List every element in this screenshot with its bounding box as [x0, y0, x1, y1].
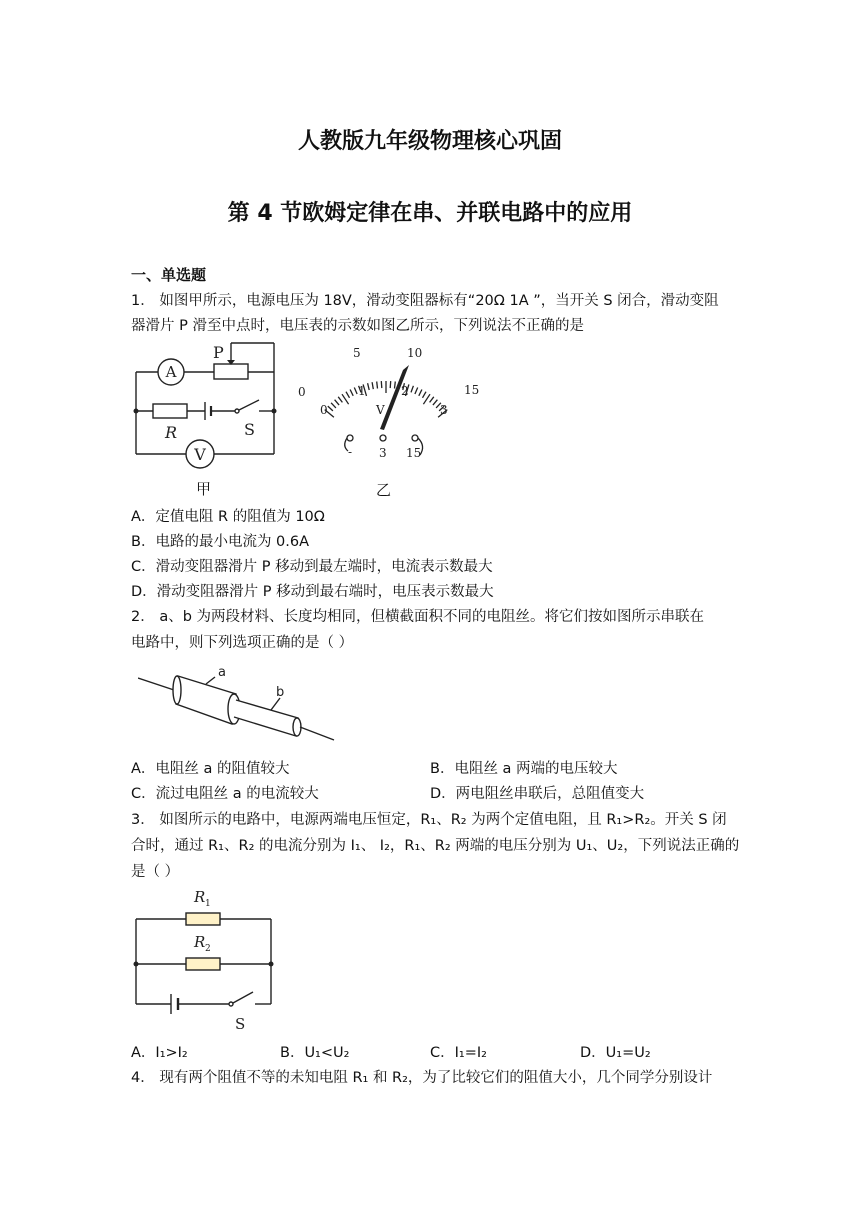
svg-text:b: b	[276, 685, 285, 700]
dial-tick	[350, 390, 353, 396]
svg-text:P: P	[213, 343, 224, 362]
q1-figure-a-label: 甲	[196, 480, 212, 498]
q2-option-a: A．电阻丝 a 的阻值较大	[131, 761, 290, 777]
dial-tick	[346, 392, 350, 398]
dial-tick	[331, 403, 336, 408]
svg-text:R: R	[194, 933, 206, 951]
svg-text:15: 15	[406, 446, 422, 460]
svg-text:V: V	[376, 403, 385, 417]
q2-text-line1: 2． a、b 为两段材料、长度均相同，但横截面积不同的电阻丝。将它们按如图所示串联在	[131, 609, 705, 625]
svg-text:1: 1	[205, 899, 211, 909]
q3-text-line2: 合时，通过 R₁、R₂ 的电流分别为 I₁、 I₂，R₁、R₂ 两端的电压分别为 U₁、U₂，下列说法正确的	[131, 838, 740, 854]
dial-tick	[335, 400, 340, 405]
dial-tick	[390, 381, 391, 388]
dial-tick	[368, 383, 370, 390]
dial-tick	[381, 381, 382, 388]
svg-text:0: 0	[298, 385, 306, 399]
q1-option-d: D．滑动变阻器滑片 P 移动到最右端时，电压表示数最大	[131, 584, 494, 600]
q1-circuit-diagram	[131, 338, 281, 498]
svg-text:R: R	[194, 888, 206, 906]
dial-tick	[377, 382, 378, 389]
q1-option-a: A．定值电阻 R 的阻值为 10Ω	[131, 509, 325, 525]
svg-text:10: 10	[407, 346, 423, 360]
dial-tick	[423, 392, 427, 398]
svg-text:1: 1	[358, 384, 366, 398]
q3-option-c: C．I₁=I₂	[430, 1045, 487, 1061]
document-subtitle: 第 4 节欧姆定律在串、并联电路中的应用	[227, 201, 633, 226]
dial-tick	[328, 406, 333, 411]
svg-text:R: R	[165, 423, 178, 442]
q3-option-b: B．U₁<U₂	[280, 1045, 350, 1061]
dial-tick	[433, 400, 438, 405]
dial-tick	[411, 386, 413, 393]
svg-text:3: 3	[379, 446, 387, 460]
q3-option-a: A．I₁>I₂	[131, 1045, 188, 1061]
dial-tick	[372, 382, 373, 389]
q1-text-line1: 1． 如图甲所示，电源电压为 18V，滑动变阻器标有“20Ω 1A ”，当开关 S 闭合，滑动变阻	[131, 293, 719, 309]
q4-text-line1: 4． 现有两个阻值不等的未知电阻 R₁ 和 R₂，为了比较它们的阻值大小，几个同学分别设计	[131, 1070, 713, 1086]
dial-tick	[419, 390, 422, 396]
q2-option-c: C．流过电阻丝 a 的电流较大	[131, 786, 319, 802]
svg-text:2: 2	[401, 384, 409, 398]
svg-text:a: a	[218, 665, 226, 680]
q3-text-line3: 是（ ）	[131, 864, 180, 880]
q1-text-line2: 器滑片 P 滑至中点时，电压表的示数如图乙所示，下列说法不正确的是	[131, 318, 584, 334]
section-heading: 一、单选题	[131, 266, 207, 284]
q1-voltmeter-dial	[290, 343, 485, 471]
q3-text-line1: 3． 如图所示的电路中，电源两端电压恒定，R₁、R₂ 为两个定值电阻，且 R₁>R₂。开关 S 闭	[131, 812, 727, 828]
dial-tick	[430, 397, 434, 403]
q1-figure-b-label: 乙	[376, 481, 392, 499]
svg-text:0: 0	[320, 403, 328, 417]
svg-text:2: 2	[205, 944, 211, 954]
q2-text-line2: 电路中，则下列选项正确的是（ ）	[131, 635, 354, 651]
dial-tick	[395, 382, 396, 389]
q1-option-c: C．滑动变阻器滑片 P 移动到最左端时，电流表示数最大	[131, 559, 493, 575]
svg-text:S: S	[235, 1015, 246, 1033]
dial-tick	[338, 397, 342, 403]
q3-parallel-circuit	[131, 884, 281, 1034]
svg-text:-: -	[348, 445, 353, 459]
svg-text:A: A	[165, 363, 177, 381]
svg-text:V: V	[194, 445, 206, 464]
document-title: 人教版九年级物理核心巩固	[297, 129, 562, 154]
dial-tick	[415, 388, 418, 395]
svg-text:3: 3	[440, 403, 448, 417]
q2-option-d: D．两电阻丝串联后，总阻值变大	[430, 786, 645, 802]
q2-resistance-wire-figure	[138, 660, 338, 746]
q1-option-b: B．电路的最小电流为 0.6A	[131, 534, 310, 550]
svg-text:5: 5	[353, 346, 361, 360]
svg-text:15: 15	[464, 383, 480, 397]
q2-option-b: B．电阻丝 a 两端的电压较大	[430, 761, 618, 777]
dial-tick	[354, 388, 357, 395]
svg-text:S: S	[244, 420, 255, 439]
q3-option-d: D．U₁=U₂	[580, 1045, 651, 1061]
